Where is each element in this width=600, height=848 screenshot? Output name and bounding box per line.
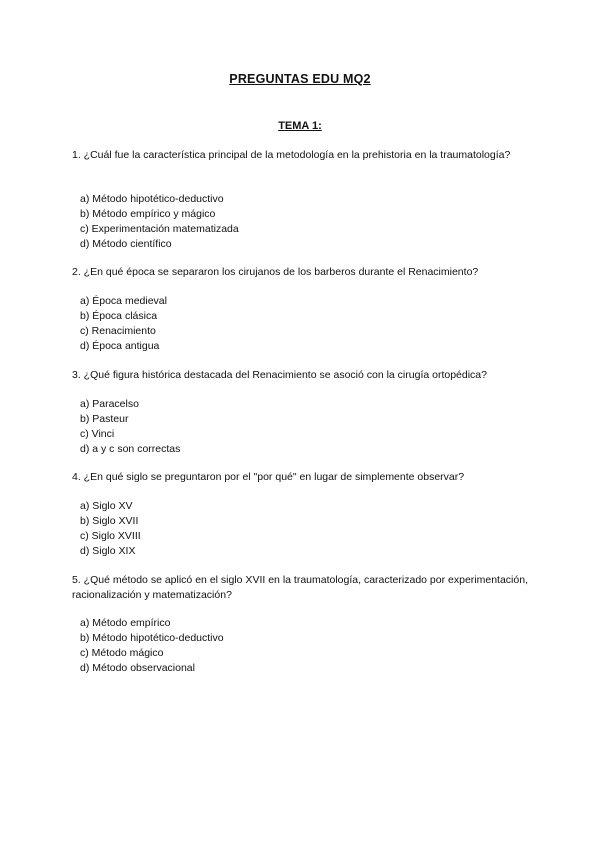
question-3-options: [80, 397, 520, 457]
option: a) Paracelso: [80, 398, 139, 410]
option: a) Época medieval: [80, 295, 167, 307]
option: d) Método científico: [80, 238, 172, 250]
question-3: 3. ¿Qué figura histórica destacada del Renacimiento se asoció con la cirugía ortopédica?: [72, 369, 487, 381]
option: b) Método empírico y mágico: [80, 208, 216, 220]
question-1-options: [80, 192, 520, 252]
option: c) Vinci: [80, 428, 115, 440]
question-4: 4. ¿En qué siglo se preguntaron por el "por qué" en lugar de simplemente observar?: [72, 471, 465, 483]
option: c) Renacimiento: [80, 325, 156, 337]
question-1: 1. ¿Cuál fue la característica principal de la metodología en la prehistoria en la traumatología?: [72, 149, 511, 161]
question-4-options: [80, 499, 520, 559]
option: a) Siglo XV: [80, 500, 133, 512]
option: c) Método mágico: [80, 647, 164, 659]
document-title: PREGUNTAS EDU MQ2: [229, 72, 371, 86]
option: a) Método hipotético-deductivo: [80, 193, 224, 205]
question-2-options: [80, 294, 520, 354]
option: d) Método observacional: [80, 662, 195, 674]
option: c) Siglo XVIII: [80, 530, 141, 542]
question-2: 2. ¿En qué época se separaron los cirujanos de los barberos durante el Renacimiento?: [72, 266, 479, 278]
option: d) a y c son correctas: [80, 443, 181, 455]
question-5-options: [80, 616, 520, 676]
option: a) Método empírico: [80, 617, 171, 629]
section-title: TEMA 1:: [278, 120, 322, 132]
option: d) Época antigua: [80, 340, 160, 352]
option: b) Época clásica: [80, 310, 158, 322]
option: d) Siglo XIX: [80, 545, 136, 557]
question-5: 5. ¿Qué método se aplicó en el siglo XVII en la traumatología, caracterizado por experimentación, racionalización y matematización?: [72, 574, 528, 601]
option: b) Pasteur: [80, 413, 129, 425]
option: b) Siglo XVII: [80, 515, 139, 527]
option: b) Método hipotético-deductivo: [80, 632, 224, 644]
option: c) Experimentación matematizada: [80, 223, 239, 235]
